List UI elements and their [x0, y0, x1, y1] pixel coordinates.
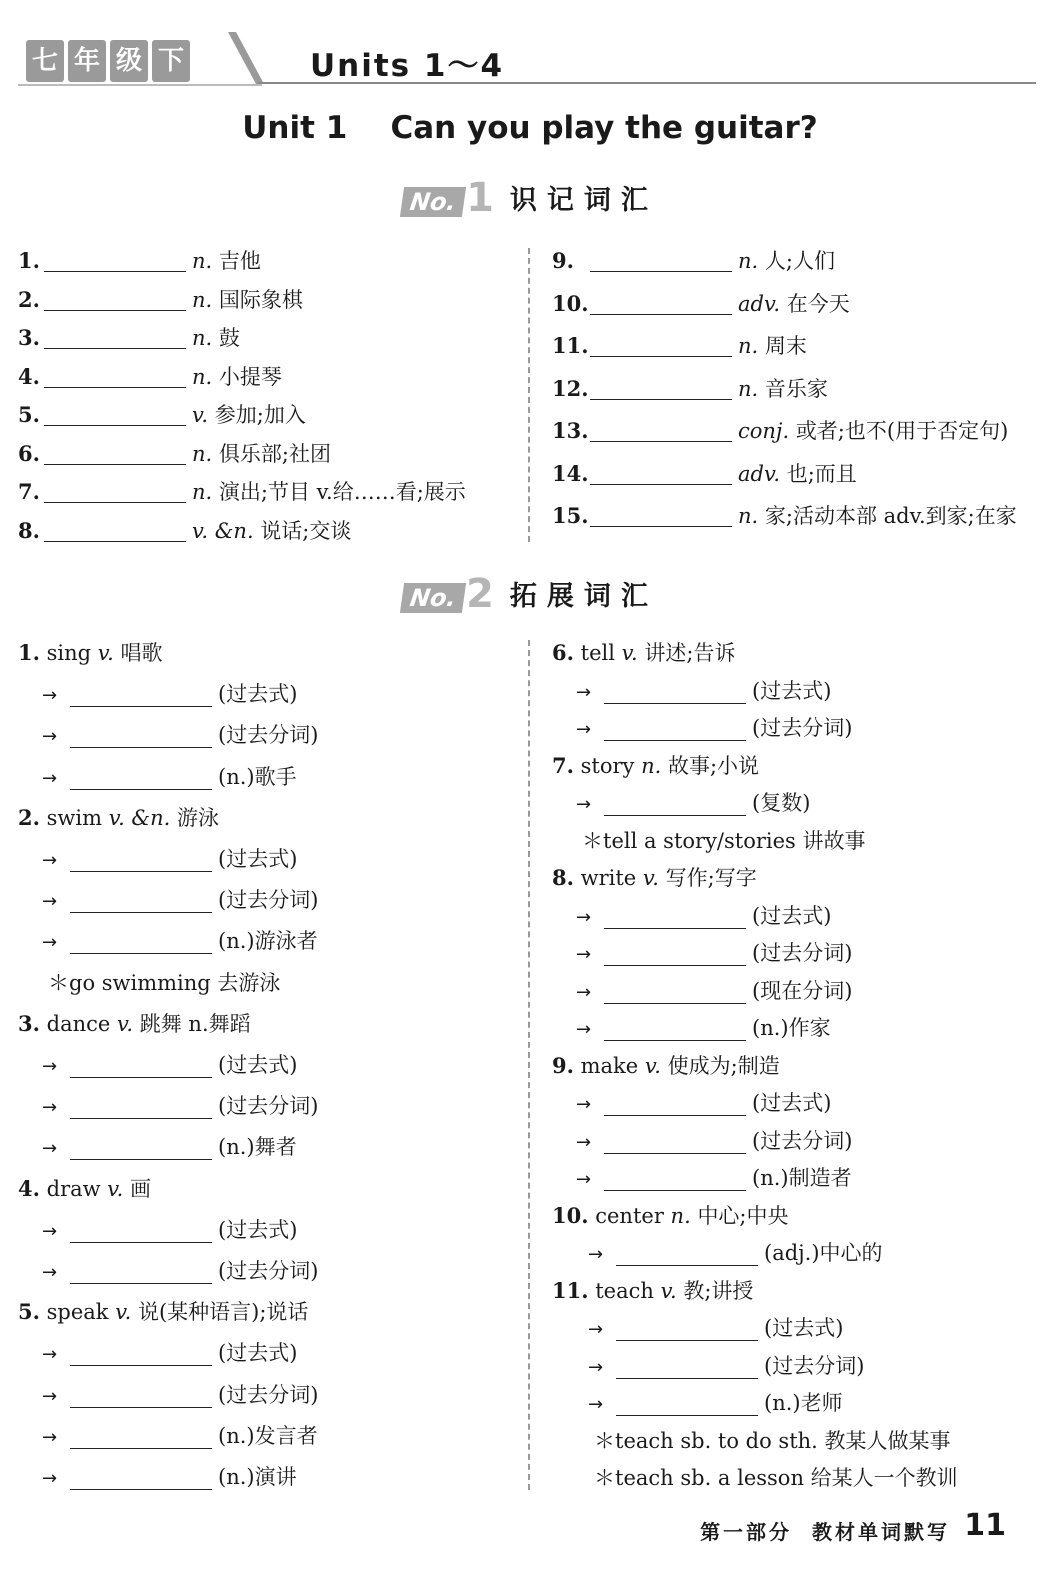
header-rule-left: [18, 84, 262, 86]
usage-note: [594, 1426, 951, 1456]
form-label: (过去式): [752, 903, 832, 928]
answer-blank[interactable]: [44, 286, 186, 311]
section-badge: [402, 174, 494, 221]
form-label: (过去式): [218, 847, 298, 871]
part-of-speech: v.: [192, 403, 209, 427]
units-title: Units 1～4: [310, 48, 505, 84]
item-number: 7.: [18, 479, 40, 504]
arrow-icon: →: [576, 1169, 592, 1190]
word-form-item: [588, 1388, 843, 1418]
answer-blank[interactable]: [70, 682, 212, 707]
meaning: 写作;写字: [665, 866, 757, 890]
headword: write: [580, 866, 637, 890]
word-form-item: [576, 976, 852, 1006]
vocab-item: [552, 246, 835, 276]
arrow-icon: →: [42, 1344, 58, 1366]
vocab-item: [18, 477, 466, 507]
arrow-icon: →: [576, 681, 592, 703]
arrow-icon: →: [42, 726, 58, 748]
word-form-item: [576, 901, 831, 931]
arrow-icon: →: [42, 685, 58, 707]
item-number: 4.: [18, 1175, 40, 1201]
item-number: 12.: [552, 375, 589, 401]
header-slant-decoration: [228, 32, 268, 84]
part-of-speech: v.: [642, 866, 659, 890]
arrow-icon: →: [588, 1319, 604, 1340]
word-form-item: [42, 1256, 318, 1286]
note-text: ＊tell a story/stories 讲故事: [582, 828, 866, 853]
part-of-speech: v. &n.: [192, 518, 254, 543]
word-form-item: [588, 1351, 864, 1381]
form-label: (n.)作家: [752, 1016, 831, 1040]
part-of-speech: v.: [644, 1053, 661, 1078]
headword: story: [580, 753, 635, 778]
meaning: 也;而且: [786, 461, 857, 486]
note-text: ＊teach sb. a lesson 给某人一个教训: [594, 1466, 958, 1490]
section-title: 拓展词汇: [509, 581, 658, 612]
answer-blank[interactable]: [70, 1424, 212, 1449]
answer-blank[interactable]: [604, 904, 746, 929]
answer-blank[interactable]: [70, 1053, 212, 1078]
vocab-item: [18, 516, 351, 546]
item-number: 1.: [18, 248, 40, 273]
word-entry: [18, 1297, 308, 1327]
part-of-speech: v. &n.: [108, 805, 171, 830]
section-title: 识记词汇: [509, 185, 658, 216]
form-label: (n.)发言者: [218, 1423, 318, 1448]
word-form-item: [42, 1050, 297, 1080]
meaning: 或者;也不(用于否定句): [795, 419, 1009, 443]
answer-blank[interactable]: [70, 1259, 212, 1284]
arrow-icon: →: [588, 1356, 604, 1378]
arrow-icon: →: [42, 1220, 58, 1242]
usage-note: [594, 1463, 958, 1493]
answer-blank[interactable]: [590, 247, 732, 272]
badge-number: 1: [466, 174, 494, 221]
arrow-icon: →: [42, 1426, 58, 1448]
form-label: (n.)游泳者: [218, 929, 318, 954]
answer-blank[interactable]: [590, 332, 732, 357]
grade-tab: 年: [68, 40, 106, 82]
word-entry: [552, 863, 757, 893]
part-of-speech: n.: [192, 441, 213, 466]
part-of-speech: n.: [192, 480, 213, 504]
headword: tell: [580, 641, 615, 665]
item-number: 5.: [18, 1299, 40, 1325]
headword: draw: [46, 1176, 101, 1201]
word-form-item: [42, 1132, 297, 1162]
form-label: (过去分词): [218, 1382, 319, 1407]
answer-blank[interactable]: [590, 375, 732, 400]
arrow-icon: →: [576, 944, 592, 965]
item-number: 10.: [552, 1202, 589, 1228]
grade-tab: 下: [152, 40, 190, 82]
word-form-item: [576, 1126, 852, 1156]
arrow-icon: →: [42, 1056, 58, 1077]
vocab-item: [18, 400, 306, 430]
arrow-icon: →: [42, 1097, 58, 1119]
word-form-item: [576, 1163, 852, 1193]
section-badge: [402, 570, 494, 617]
arrow-icon: →: [42, 850, 58, 871]
headword: swim: [46, 805, 103, 830]
form-label: (n.)老师: [764, 1391, 843, 1415]
part-of-speech: v.: [97, 641, 114, 665]
answer-blank[interactable]: [604, 1091, 746, 1116]
part-of-speech: v.: [117, 1011, 134, 1036]
answer-blank[interactable]: [70, 1094, 212, 1119]
form-label: (过去式): [764, 1316, 844, 1340]
word-entry: [18, 1009, 251, 1039]
item-number: 2.: [18, 286, 40, 312]
word-form-item: [42, 1462, 297, 1492]
answer-blank[interactable]: [70, 723, 212, 748]
form-label: (过去式): [752, 1091, 832, 1115]
meaning: 周末: [764, 334, 807, 358]
arrow-icon: →: [576, 906, 592, 928]
vocab-item: [552, 289, 850, 319]
arrow-icon: →: [576, 1094, 592, 1115]
item-number: 15.: [552, 503, 589, 528]
meaning: 在今天: [786, 291, 850, 316]
word-entry: [18, 803, 219, 833]
item-number: 3.: [18, 1010, 40, 1036]
form-label: (过去分词): [218, 888, 319, 913]
meaning: 故事;小说: [667, 753, 760, 778]
page-number: 11: [964, 1508, 1006, 1543]
answer-blank[interactable]: [44, 324, 186, 349]
word-form-item: [576, 1088, 831, 1118]
part-of-speech: n.: [738, 504, 759, 528]
meaning: 演出;节目 v.给……看;展示: [218, 480, 466, 504]
part-of-speech: n.: [738, 249, 759, 273]
form-label: (过去式): [218, 682, 298, 707]
meaning: 吉他: [218, 249, 261, 273]
item-number: 8.: [18, 517, 40, 543]
word-form-item: [576, 788, 810, 818]
form-label: (现在分词): [752, 978, 853, 1003]
part-of-speech: n.: [738, 376, 759, 401]
word-entry: [552, 751, 759, 781]
form-label: (n.)歌手: [218, 764, 297, 789]
part-of-speech: n.: [192, 249, 213, 273]
item-number: 11.: [552, 333, 589, 358]
answer-blank[interactable]: [604, 1129, 746, 1154]
item-number: 2.: [18, 804, 40, 830]
answer-blank[interactable]: [44, 517, 186, 542]
column-divider: [528, 640, 530, 1490]
word-entry: [18, 1174, 151, 1204]
meaning: 唱歌: [120, 641, 163, 665]
section-1-header: [0, 174, 1060, 224]
arrow-icon: →: [576, 1131, 592, 1153]
part-of-speech: n.: [670, 1203, 691, 1228]
item-number: 5.: [18, 402, 40, 427]
answer-blank[interactable]: [604, 679, 746, 704]
item-number: 1.: [18, 640, 40, 665]
word-form-item: [576, 676, 831, 706]
answer-blank[interactable]: [604, 1016, 746, 1041]
grade-tab: 七: [26, 40, 64, 82]
answer-blank[interactable]: [44, 247, 186, 272]
item-number: 9.: [552, 248, 574, 273]
item-number: 7.: [552, 752, 574, 778]
part-of-speech: conj.: [738, 419, 790, 443]
form-label: (n.)舞者: [218, 1135, 297, 1160]
arrow-icon: →: [42, 1385, 58, 1407]
word-form-item: [576, 1013, 831, 1043]
vocab-item: [18, 246, 261, 276]
item-number: 8.: [552, 865, 574, 890]
arrow-icon: →: [576, 794, 592, 815]
arrow-icon: →: [42, 1262, 58, 1283]
vocab-item: [552, 331, 807, 361]
note-text: ＊teach sb. to do sth. 教某人做某事: [594, 1428, 951, 1453]
arrow-icon: →: [42, 932, 58, 954]
answer-blank[interactable]: [616, 1241, 758, 1266]
meaning: 俱乐部;社团: [218, 441, 331, 466]
answer-blank[interactable]: [70, 765, 212, 790]
form-label: (过去式): [218, 1217, 298, 1242]
form-label: (过去式): [752, 678, 832, 703]
answer-blank[interactable]: [70, 1383, 212, 1408]
meaning: 音乐家: [764, 376, 828, 401]
arrow-icon: →: [588, 1394, 604, 1415]
word-form-item: [588, 1238, 883, 1268]
grade-tab: 级: [110, 40, 148, 82]
meaning: 使成为;制造: [667, 1053, 780, 1078]
item-number: 3.: [18, 325, 40, 350]
unit-heading: Unit 1 Can you play the guitar?: [242, 110, 818, 146]
answer-blank[interactable]: [590, 417, 732, 442]
item-number: 4.: [18, 363, 40, 389]
badge-no-label: No.: [400, 583, 466, 613]
item-number: 13.: [552, 418, 589, 443]
column-divider: [528, 248, 530, 542]
footer-section-label: 第一部分 教材单词默写: [700, 1520, 950, 1544]
form-label: (过去分词): [218, 1259, 319, 1283]
answer-blank[interactable]: [604, 941, 746, 966]
word-form-item: [576, 938, 852, 968]
word-form-item: [42, 1421, 318, 1451]
usage-note: [48, 968, 280, 998]
meaning: 国际象棋: [218, 287, 303, 312]
form-label: (n.)演讲: [218, 1465, 297, 1489]
item-number: 6.: [18, 440, 40, 466]
word-form-item: [588, 1313, 843, 1343]
word-entry: [552, 1201, 789, 1231]
meaning: 画: [130, 1176, 152, 1201]
part-of-speech: n.: [641, 753, 662, 778]
meaning: 跳舞 n.舞蹈: [139, 1011, 251, 1036]
word-form-item: [42, 1215, 297, 1245]
answer-blank[interactable]: [604, 716, 746, 741]
form-label: (过去分词): [752, 1128, 853, 1153]
answer-blank[interactable]: [590, 290, 732, 315]
meaning: 说(某种语言);说话: [137, 1300, 309, 1325]
meaning: 家;活动本部 adv.到家;在家: [764, 504, 1017, 528]
answer-blank[interactable]: [44, 478, 186, 503]
meaning: 游泳: [177, 805, 220, 830]
word-form-item: [42, 1380, 318, 1410]
answer-blank[interactable]: [70, 1341, 212, 1366]
answer-blank[interactable]: [590, 460, 732, 485]
arrow-icon: →: [42, 891, 58, 913]
headword: sing: [46, 641, 92, 665]
meaning: 中心;中央: [697, 1203, 789, 1228]
arrow-icon: →: [588, 1244, 604, 1265]
answer-blank[interactable]: [604, 791, 746, 816]
answer-blank[interactable]: [70, 1135, 212, 1160]
part-of-speech: n.: [738, 334, 759, 358]
form-label: (n.)制造者: [752, 1166, 852, 1190]
word-form-item: [576, 713, 852, 743]
answer-blank[interactable]: [70, 888, 212, 913]
part-of-speech: n.: [192, 364, 213, 389]
meaning: 小提琴: [218, 364, 282, 389]
meaning: 鼓: [218, 326, 240, 350]
vocab-item: [18, 439, 331, 469]
answer-blank[interactable]: [604, 1166, 746, 1191]
form-label: (过去式): [218, 1053, 298, 1077]
word-form-item: [42, 720, 318, 750]
note-text: ＊go swimming 去游泳: [48, 970, 281, 995]
headword: speak: [46, 1300, 109, 1325]
badge-no-label: No.: [400, 187, 466, 217]
form-label: (过去分词): [218, 1094, 319, 1119]
vocab-item: [18, 285, 303, 315]
item-number: 9.: [552, 1052, 574, 1078]
form-label: (过去分词): [218, 723, 319, 748]
item-number: 10.: [552, 290, 589, 316]
meaning: 参加;加入: [214, 403, 306, 427]
word-entry: [18, 638, 163, 668]
part-of-speech: adv.: [738, 291, 781, 316]
vocab-item: [18, 323, 240, 353]
arrow-icon: →: [576, 1019, 592, 1040]
arrow-icon: →: [42, 1468, 58, 1489]
form-label: (过去分词): [752, 716, 853, 740]
answer-blank[interactable]: [44, 363, 186, 388]
form-label: (过去式): [218, 1341, 298, 1366]
form-label: (adj.)中心的: [764, 1241, 883, 1265]
badge-number: 2: [466, 570, 494, 617]
arrow-icon: →: [42, 767, 58, 789]
form-label: (复数): [752, 791, 811, 815]
meaning: 说话;交谈: [260, 518, 352, 543]
part-of-speech: n.: [192, 287, 213, 312]
answer-blank[interactable]: [616, 1354, 758, 1379]
headword: teach: [595, 1278, 654, 1303]
item-number: 14.: [552, 460, 589, 486]
answer-blank[interactable]: [590, 502, 732, 527]
word-form-item: [42, 1338, 297, 1368]
part-of-speech: v.: [115, 1300, 132, 1325]
vocab-item: [18, 362, 282, 392]
vocab-item: [552, 501, 1017, 531]
answer-blank[interactable]: [70, 929, 212, 954]
answer-blank[interactable]: [616, 1391, 758, 1416]
grade-tabs: [26, 40, 190, 84]
meaning: 教;讲授: [683, 1278, 754, 1303]
headword: center: [595, 1203, 664, 1228]
form-label: (过去分词): [752, 941, 853, 965]
answer-blank[interactable]: [44, 440, 186, 465]
word-form-item: [42, 844, 297, 874]
headword: dance: [46, 1011, 111, 1036]
answer-blank[interactable]: [70, 1465, 212, 1490]
item-number: 11.: [552, 1277, 589, 1303]
word-form-item: [42, 679, 297, 709]
part-of-speech: v.: [107, 1176, 124, 1201]
answer-blank[interactable]: [44, 401, 186, 426]
part-of-speech: n.: [192, 326, 213, 350]
word-entry: [552, 638, 735, 668]
vocab-item: [552, 416, 1008, 446]
section-2-header: [0, 570, 1060, 620]
arrow-icon: →: [576, 719, 592, 740]
arrow-icon: →: [576, 981, 592, 1003]
word-entry: [552, 1051, 780, 1081]
part-of-speech: adv.: [738, 461, 781, 486]
meaning: 人;人们: [764, 249, 835, 273]
vocab-item: [552, 374, 828, 404]
word-form-item: [42, 762, 297, 792]
answer-blank[interactable]: [604, 979, 746, 1004]
item-number: 6.: [552, 640, 574, 665]
vocab-item: [552, 459, 857, 489]
word-form-item: [42, 1091, 318, 1121]
headword: make: [580, 1053, 639, 1078]
arrow-icon: →: [42, 1138, 58, 1160]
answer-blank[interactable]: [616, 1316, 758, 1341]
form-label: (过去分词): [764, 1353, 865, 1378]
word-entry: [552, 1276, 753, 1306]
part-of-speech: v.: [660, 1278, 677, 1303]
answer-blank[interactable]: [70, 1218, 212, 1243]
answer-blank[interactable]: [70, 847, 212, 872]
part-of-speech: v.: [621, 641, 638, 665]
usage-note: [582, 826, 866, 856]
word-form-item: [42, 926, 318, 956]
meaning: 讲述;告诉: [644, 641, 736, 665]
word-form-item: [42, 885, 318, 915]
